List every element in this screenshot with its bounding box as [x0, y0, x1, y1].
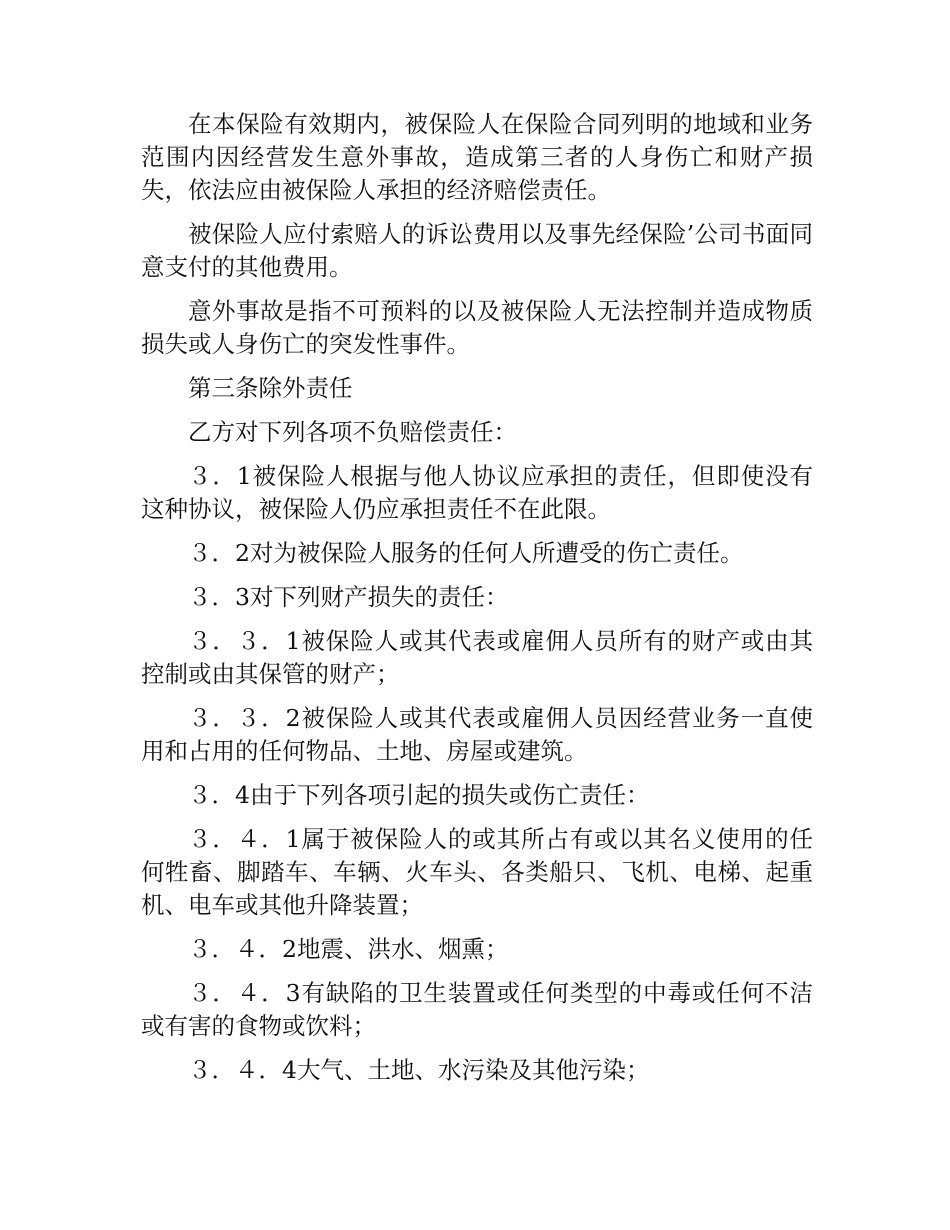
clause-3-3: ３．3对下列财产损失的责任：	[188, 583, 509, 611]
clause-3-4-1: ３．４．1属于被保险人的或其所占有或以其名义使用的任何牲畜、脚踏车、车辆、火车头、各类船只、飞机、电梯、起重机、电车或其他升降装置；	[141, 825, 813, 919]
clause-3-4: ３．4由于下列各项引起的损失或伤亡责任：	[188, 781, 650, 809]
document-page	[141, 108, 813, 1098]
clause-3-4-4: ３．４．4大气、土地、水污染及其他污染；	[188, 1056, 650, 1084]
section-heading-exclusions: 第三条除外责任	[188, 374, 353, 402]
clause-3-3-1: ３．３．1被保险人或其代表或雇佣人员所有的财产或由其控制或由其保管的财产；	[141, 627, 813, 688]
clause-3-4-3: ３．４．3有缺陷的卫生装置或任何类型的中毒或任何不洁或有害的食物或饮料；	[141, 979, 813, 1040]
paragraph-insurance-scope: 在本保险有效期内，被保险人在保险合同列明的地域和业务范围内因经营发生意外事故，造成第三者的人身伤亡和财产损失，依法应由被保险人承担的经济赔偿责任。	[141, 110, 813, 204]
clause-3-2: ３．2对为被保险人服务的任何人所遭受的伤亡责任。	[188, 539, 744, 567]
paragraph-accident-definition: 意外事故是指不可预料的以及被保险人无法控制并造成物质损失或人身伤亡的突发性事件。	[141, 297, 813, 358]
clause-3-3-2: ３．３．2被保险人或其代表或雇佣人员因经营业务一直使用和占用的任何物品、土地、房屋或建筑。	[141, 704, 813, 765]
paragraph-litigation-costs: 被保险人应付索赔人的诉讼费用以及事先经保险’公司书面同意支付的其他费用。	[141, 220, 813, 281]
clause-3-4-2: ３．４．2地震、洪水、烟熏；	[188, 935, 509, 963]
paragraph-exclusions-intro: 乙方对下列各项不负赔偿责任：	[188, 418, 517, 446]
clause-3-1: ３．1被保险人根据与他人协议应承担的责任，但即使没有这种协议，被保险人仍应承担责任不在此限。	[141, 462, 813, 523]
